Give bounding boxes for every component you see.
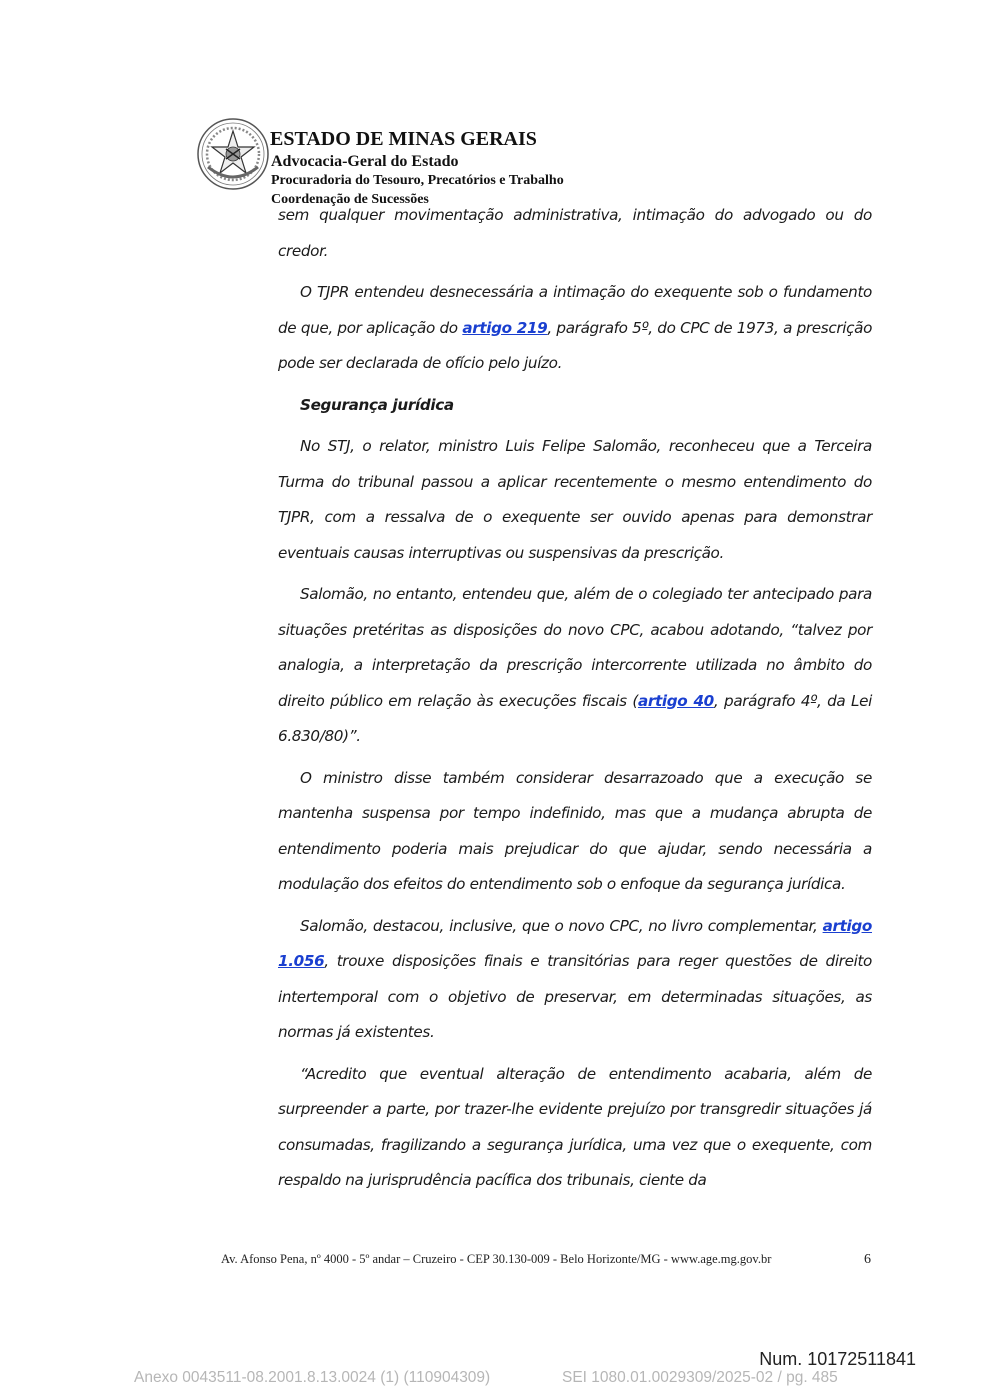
paragraph <box>278 275 872 382</box>
footer-address: Av. Afonso Pena, nº 4000 - 5º andar – Cruzeiro - CEP 30.130-009 - Belo Horizonte/MG - www.age.mg.gov.br <box>221 1252 772 1266</box>
document-number: Num. 10172511841 <box>759 1349 916 1369</box>
paragraph <box>278 577 872 755</box>
link-artigo-1056[interactable]: artigo 1.056 <box>278 916 872 970</box>
department-name: Procuradoria do Tesouro, Precatórios e Trabalho <box>271 173 564 188</box>
link-artigo-219[interactable]: artigo 219 <box>462 318 548 337</box>
paragraph-text: , trouxe disposições finais e transitórias para reger questões de direito intertemporal com o objetivo de preservar, em determinadas situações, as normas já existentes. <box>278 952 872 1041</box>
paragraph-text: O TJPR entendeu desnecessária a intimação do exequente sob o fundamento de que, por aplicação do <box>278 283 872 337</box>
sei-stamp: SEI 1080.01.0029309/2025-02 / pg. 485 <box>562 1369 838 1386</box>
paragraph-text: , parágrafo 4º, da Lei 6.830/80)”. <box>278 691 872 745</box>
section-heading: Segurança jurídica <box>300 395 454 414</box>
paragraph-text: , parágrafo 5º, do CPC de 1973, a prescrição pode ser declarada de ofício pelo juízo. <box>278 318 873 372</box>
document-body <box>278 198 872 1205</box>
paragraph: No STJ, o relator, ministro Luis Felipe Salomão, reconheceu que a Terceira Turma do tribunal passou a aplicar recentemente o mesmo entendimento do TJPR, com a ressalva de o exequente ser ouvido apenas para demonstrar eventuais causas interruptivas ou suspensivas da prescrição. <box>278 437 872 562</box>
coordination-name: Coordenação de Sucessões <box>271 192 429 207</box>
state-name: ESTADO DE MINAS GERAIS <box>270 128 537 150</box>
paragraph-text: Salomão, no entanto, entendeu que, além de o colegiado ter antecipado para situações pretéritas as disposições do novo CPC, acabou adotando, “talvez por analogia, a interpretação da prescrição intercorrente utilizada no âmbito do direito público em relação às execuções fiscais ( <box>278 585 872 710</box>
paragraph: “Acredito que eventual alteração de entendimento acabaria, além de surpreender a parte, por trazer-lhe evidente prejuízo por transgredir situações já consumadas, fragilizando a segurança jurídica, uma vez que o exequente, com respaldo na jurisprudência pacífica dos tribunais, ciente da <box>278 1064 872 1189</box>
agency-name: Advocacia-Geral do Estado <box>271 153 459 170</box>
letterhead <box>196 117 616 209</box>
page-number: 6 <box>864 1252 871 1267</box>
anexo-stamp: Anexo 0043511-08.2001.8.13.0024 (1) (110904309) <box>134 1369 491 1386</box>
paragraph: sem qualquer movimentação administrativa, intimação do advogado ou do credor. <box>278 206 872 260</box>
link-artigo-40[interactable]: artigo 40 <box>637 691 714 710</box>
paragraph <box>278 909 872 1051</box>
paragraph: O ministro disse também considerar desarrazoado que a execução se mantenha suspensa por tempo indefinido, mas que a mudança abrupta de entendimento poderia mais prejudicar do que ajudar, sendo necessária a modulação dos efeitos do entendimento sob o enfoque da segurança jurídica. <box>278 768 872 893</box>
paragraph-text: Salomão, destacou, inclusive, que o novo CPC, no livro complementar, <box>300 916 823 935</box>
minas-gerais-coat-of-arms-icon <box>196 117 270 191</box>
